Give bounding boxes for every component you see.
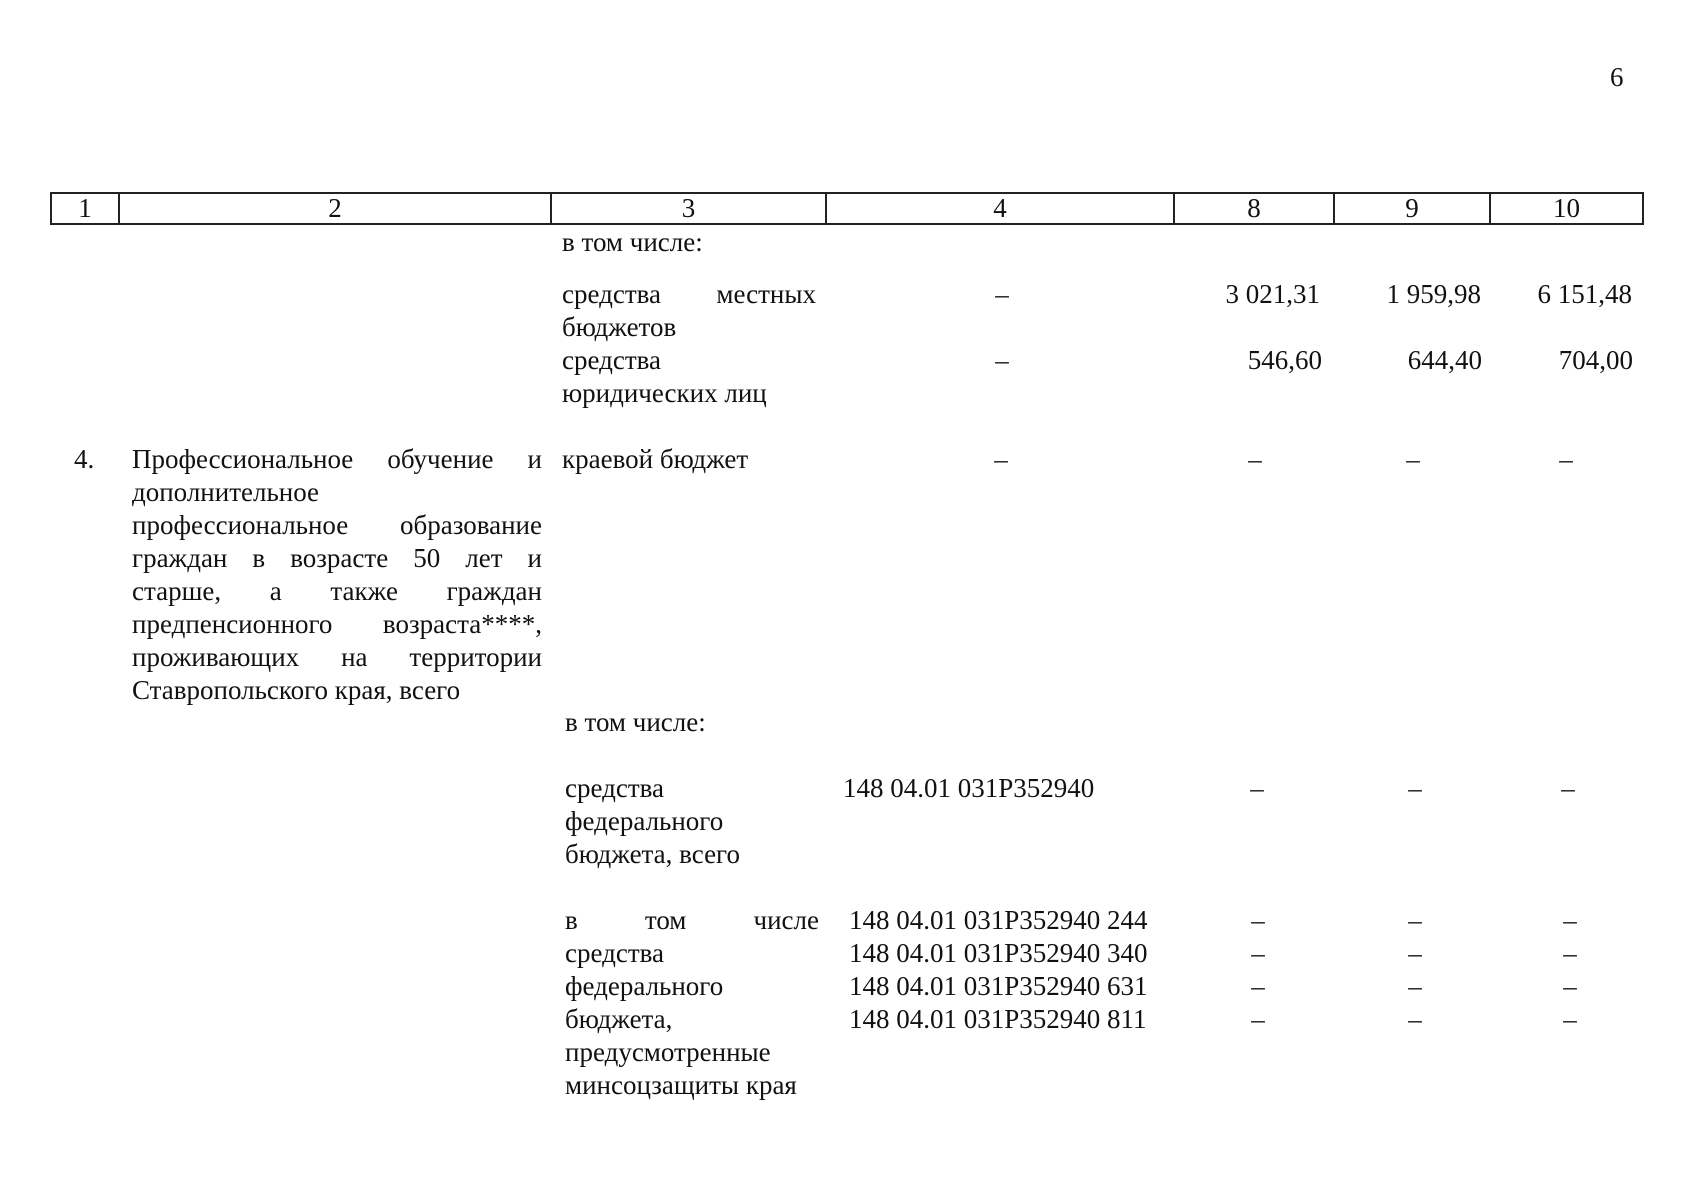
page-number: 6 [1610,62,1624,92]
federal-line: средства [565,773,665,803]
regional-budget-label: краевой бюджет [562,444,749,474]
federal-detail-value-10: – [1563,905,1577,935]
federal-detail-code: 148 04.01 031P352940 811 [849,1004,1147,1034]
local-value-10: 6 151,48 [1537,279,1632,309]
federal-detail-value-8: – [1251,1004,1265,1034]
column-header: 1 [51,193,119,224]
column-header: 8 [1174,193,1334,224]
legal-entities-line1: средства [562,345,662,375]
federal-detail-line: в том числе [565,905,819,935]
local-line1-left: средства [562,279,662,309]
legal-value-10: 704,00 [1558,345,1633,375]
local-line1-right: местных [716,279,816,309]
federal-detail-code: 148 04.01 031P352940 340 [849,938,1148,968]
federal-value-9: – [1408,773,1422,803]
item-number: 4. [74,444,95,474]
item-title-line: дополнительное [132,477,320,507]
regional-value-9: – [1406,444,1420,474]
federal-detail-line: минсоцзащиты края [565,1070,797,1100]
federal-detail-value-9: – [1408,905,1422,935]
column-header: 9 [1334,193,1490,224]
item-title-line: старше, а также граждан [132,576,542,606]
federal-detail-value-8: – [1251,971,1265,1001]
legal-entities-line2: юридических лиц [562,378,767,408]
local-value-8: 3 021,31 [1225,279,1320,309]
federal-detail-line: федерального [565,971,724,1001]
including-label: в том числе: [565,707,706,737]
column-header: 3 [551,193,826,224]
federal-detail-line: предусмотренные [565,1037,771,1067]
local-line2: бюджетов [562,312,677,342]
regional-code: – [994,444,1008,474]
legal-value-8: 546,60 [1247,345,1322,375]
item-title-line: проживающих на территории [132,642,542,672]
including-label: в том числе: [562,227,703,257]
federal-line: федерального [565,806,724,836]
federal-detail-value-10: – [1563,938,1577,968]
federal-detail-value-8: – [1251,905,1265,935]
federal-detail-code: 148 04.01 031P352940 631 [849,971,1148,1001]
federal-detail-label [565,904,819,1102]
column-header: 10 [1490,193,1643,224]
federal-detail-line: бюджета, [565,1004,673,1034]
local-code: – [995,279,1009,309]
federal-value-8: – [1250,773,1264,803]
item-title [132,443,542,707]
regional-value-10: – [1559,444,1573,474]
item-title-line: Ставропольского края, всего [132,675,461,705]
column-header: 2 [119,193,551,224]
legal-value-9: 644,40 [1407,345,1482,375]
federal-detail-code: 148 04.01 031P352940 244 [849,905,1148,935]
federal-detail-value-10: – [1563,971,1577,1001]
item-title-line: граждан в возрасте 50 лет и [132,543,542,573]
local-value-9: 1 959,98 [1386,279,1481,309]
item-title-line: предпенсионного возраста****, [132,609,542,639]
local-budgets-label [562,278,816,344]
federal-detail-value-9: – [1408,938,1422,968]
column-header-row [50,192,1644,225]
federal-detail-line: средства [565,938,665,968]
column-header: 4 [826,193,1174,224]
regional-value-8: – [1248,444,1262,474]
legal-code: – [995,345,1009,375]
item-title-line: Профессиональное обучение и [132,444,542,474]
federal-value-10: – [1561,773,1575,803]
federal-line: бюджета, всего [565,839,740,869]
federal-code: 148 04.01 031P352940 [843,773,1095,803]
federal-detail-value-9: – [1408,1004,1422,1034]
federal-detail-value-9: – [1408,971,1422,1001]
item-title-line: профессиональное образование [132,510,542,540]
federal-detail-value-10: – [1563,1004,1577,1034]
federal-detail-value-8: – [1251,938,1265,968]
